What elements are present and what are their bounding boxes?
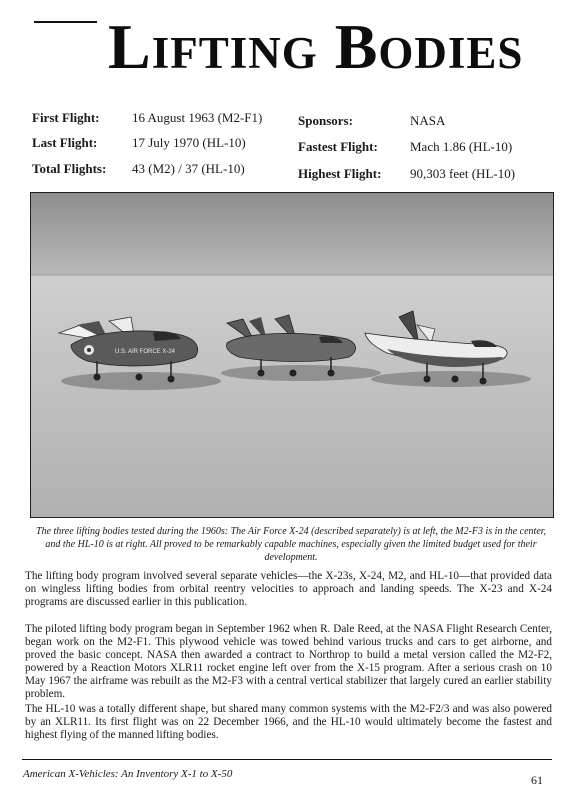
total-flights-value: 43 (M2) / 37 (HL-10) — [132, 161, 245, 176]
sponsors-value: NASA — [410, 113, 446, 128]
lakebed — [31, 275, 553, 517]
photo-caption: The three lifting bodies tested during the 1960s: The Air Force X-24 (described separately) is at left, the M2-F3 is in the center, and the HL-10 is at right. All proved to be remarkably capable machines, especially given the limited budget used for their development. — [35, 526, 547, 563]
page-title: Lifting Bodies — [108, 11, 524, 82]
fastest-flight-value: Mach 1.86 (HL-10) — [410, 139, 513, 154]
specs-table — [32, 108, 552, 188]
sponsors-label: Sponsors: — [298, 113, 353, 128]
fastest-flight-label: Fastest Flight: — [298, 139, 378, 154]
last-flight-value: 17 July 1970 (HL-10) — [132, 135, 246, 150]
footer-book-title: American X-Vehicles: An Inventory X-1 to X-50 — [23, 768, 233, 780]
x24-marking: U.S. AIR FORCE X-24 — [115, 349, 176, 355]
highest-flight-value: 90,303 feet (HL-10) — [410, 166, 516, 181]
first-flight-label: First Flight: — [32, 110, 100, 125]
photo-illustration — [31, 193, 553, 517]
highest-flight-label: Highest Flight: — [298, 166, 382, 181]
header-rule — [34, 21, 97, 23]
body-paragraph-1: The lifting body program involved several separate vehicles—the X-23s, X-24, M2, and HL-10—that provided data on wingless lifting bodies from orbital reentry velocities to approach and landing speeds. The X-23 and X-24 programs are discussed earlier in this publication. — [25, 570, 552, 608]
first-flight-value: 16 August 1963 (M2-F1) — [132, 110, 263, 125]
body-paragraph-3: The HL-10 was a totally different shape, but shared many common systems with the M2-F2/3 and was also powered by an XLR11. Its first flight was on 22 December 1966, and the HL-10 would ultimately become the fastest and highest flying of the manned lifting bodies. — [25, 703, 552, 741]
page-number: 61 — [531, 773, 543, 787]
last-flight-label: Last Flight: — [32, 135, 98, 150]
lifting-bodies-photo — [30, 192, 554, 518]
body-paragraph-2: The piloted lifting body program began in September 1962 when R. Dale Reed, at the NASA Flight Research Center, began work on the M2-F1. This plywood vehicle was towed behind various trucks and cars to get airborne, and proved the basic concept. NASA then awarded a contract to Northrop to build a metal version called the M2-F2, powered by a Reaction Motors XLR11 rocket engine left over from the X-15 program. After a serious crash on 10 May 1967 the airframe was rebuilt as the M2-F3 with a central vertical stabilizer that largely cured an earlier stability problem. — [25, 623, 552, 700]
footer-rule — [22, 759, 552, 760]
sky — [31, 193, 553, 275]
total-flights-label: Total Flights: — [32, 161, 107, 176]
